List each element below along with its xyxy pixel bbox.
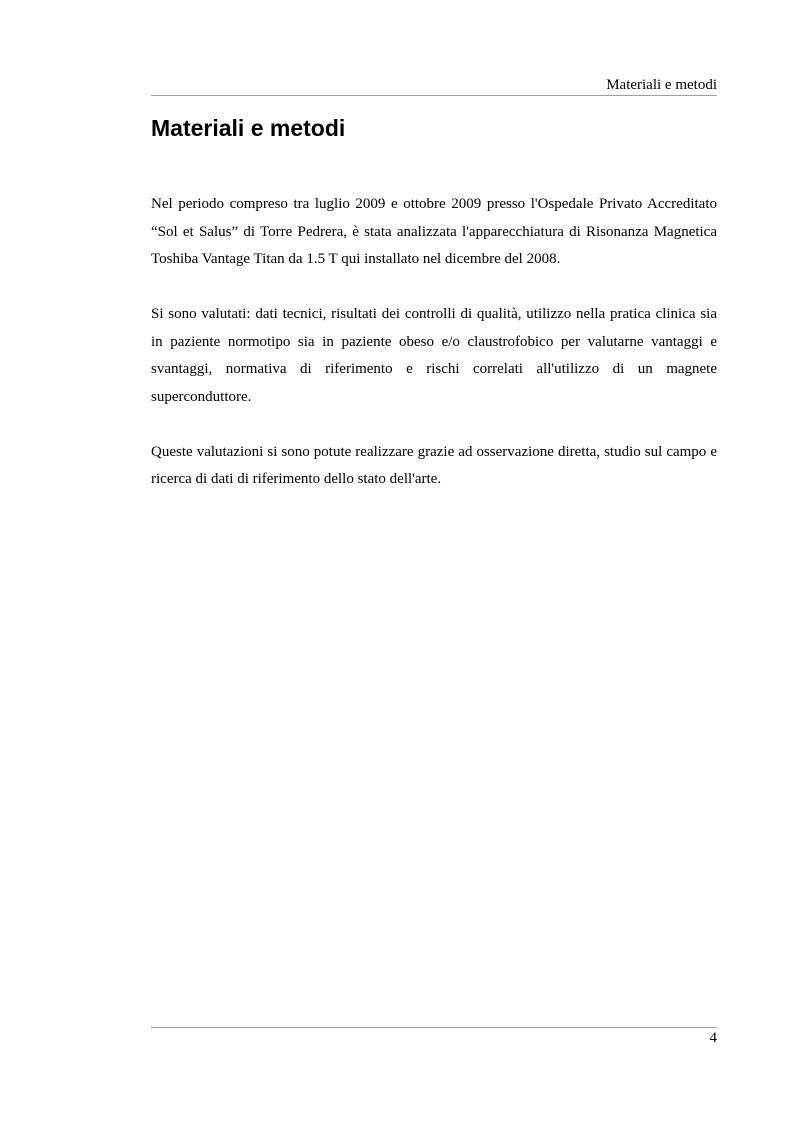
- page-number: 4: [709, 1030, 717, 1046]
- footer-divider: [151, 1027, 717, 1028]
- paragraph: Queste valutazioni si sono potute realizzare grazie ad osservazione diretta, studio sul campo e ricerca di dati di riferimento dello stato dell'arte.: [151, 443, 717, 487]
- body-text: [151, 191, 717, 521]
- paragraph: Nel periodo compreso tra luglio 2009 e ottobre 2009 presso l'Ospedale Privato Accreditato “Sol et Salus” di Torre Pedrera, è stata analizzata l'apparecchiatura di Risonanza Magnetica Toshiba Vantage Titan da 1.5 T qui installato nel dicembre del 2008.: [151, 196, 717, 267]
- chapter-title: Materiali e metodi: [151, 115, 346, 141]
- running-header: Materiali e metodi: [606, 77, 717, 93]
- header-divider: [151, 95, 717, 96]
- paragraph: Si sono valutati: dati tecnici, risultati dei controlli di qualità, utilizzo nella pratica clinica sia in paziente normotipo sia in paziente obeso e/o claustrofobico per valutarne vantaggi e svantaggi, normativa di riferimento e rischi correlati all'utilizzo di un magnete superconduttore.: [151, 306, 717, 405]
